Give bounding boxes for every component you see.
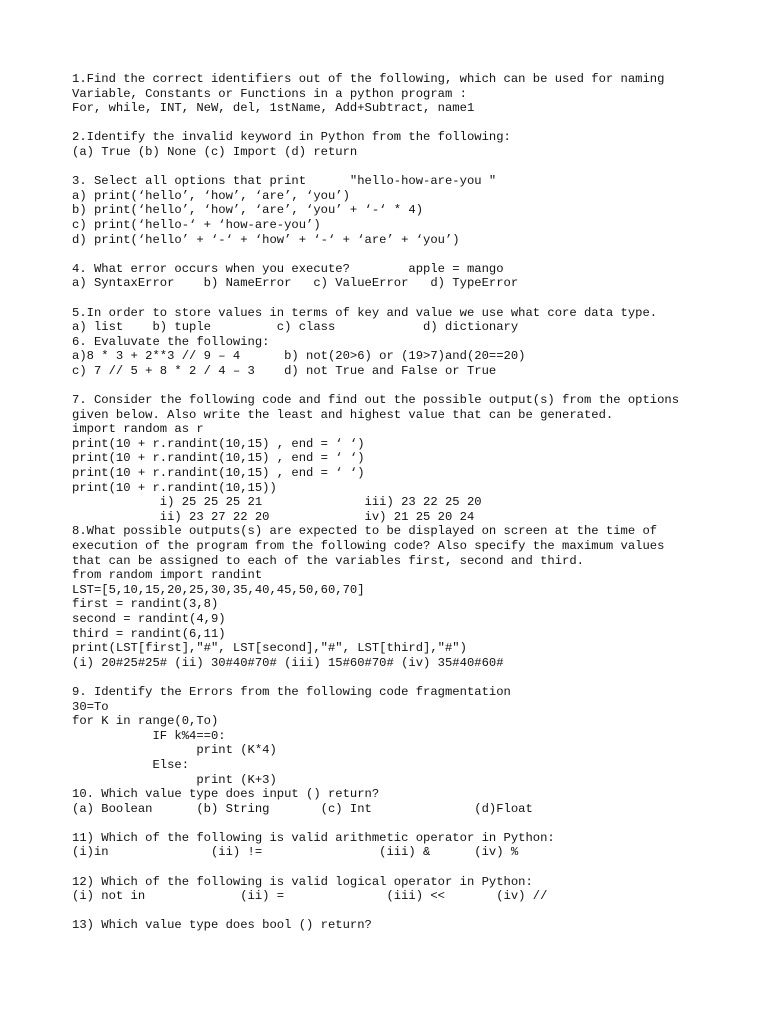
document-line: 30=To bbox=[72, 699, 109, 714]
document-line: print(LST[first],"#", LST[second],"#", LST[third],"#") bbox=[72, 641, 467, 656]
document-line bbox=[72, 160, 732, 175]
document-line: 7. Consider the following code and find out the possible output(s) from the options bbox=[72, 393, 680, 408]
document-line: 5.In order to store values in terms of key and value we use what core data type. bbox=[72, 305, 658, 320]
document-line: print(10 + r.randint(10,15) , end = ‘ ‘) bbox=[72, 436, 365, 451]
document-line bbox=[72, 904, 732, 919]
document-line: ii) 23 27 22 20 iv) 21 25 20 24 bbox=[72, 509, 475, 524]
document-line: (i) not in (ii) = (iii) << (iv) // bbox=[72, 889, 548, 904]
document-line: that can be assigned to each of the variables first, second and third. bbox=[72, 553, 584, 568]
document-line: Else: bbox=[72, 757, 190, 772]
document-line: print(10 + r.randint(10,15)) bbox=[72, 480, 277, 495]
document-line: 10. Which value type does input () return? bbox=[72, 787, 380, 802]
document-line: 8.What possible outputs(s) are expected to be displayed on screen at the time of bbox=[72, 524, 658, 539]
document-line: 3. Select all options that print "hello-how-are-you " bbox=[72, 174, 497, 189]
document-line: (i) 20#25#25# (ii) 30#40#70# (iii) 15#60#70# (iv) 35#40#60# bbox=[72, 655, 504, 670]
document-line bbox=[72, 816, 732, 831]
document-line bbox=[72, 860, 732, 875]
document-line: print(10 + r.randint(10,15) , end = ‘ ‘) bbox=[72, 466, 365, 481]
document-line: print (K+3) bbox=[72, 772, 277, 787]
document-line bbox=[72, 670, 732, 685]
document-line: IF k%4==0: bbox=[72, 728, 226, 743]
document-line: 6. Evaluvate the following: bbox=[72, 334, 270, 349]
document-line: c) print(‘hello-‘ + ‘how-are-you’) bbox=[72, 217, 321, 232]
document-line: 12) Which of the following is valid logical operator in Python: bbox=[72, 874, 533, 889]
document-line: 1.Find the correct identifiers out of the following, which can be used for naming bbox=[72, 72, 665, 86]
document-line: given below. Also write the least and highest value that can be generated. bbox=[72, 407, 614, 422]
document-line: 2.Identify the invalid keyword in Python from the following: bbox=[72, 130, 511, 145]
document-line: print(10 + r.randint(10,15) , end = ‘ ‘) bbox=[72, 451, 365, 466]
document-line: a) list b) tuple c) class d) dictionary bbox=[72, 320, 519, 335]
document-line: import random as r bbox=[72, 422, 204, 437]
document-line: b) print(‘hello’, ‘how’, ‘are’, ‘you’ + ‘-‘ * 4) bbox=[72, 203, 424, 218]
document-line: Variable, Constants or Functions in a python program : bbox=[72, 86, 467, 101]
document-line: 4. What error occurs when you execute? apple = mango bbox=[72, 261, 504, 276]
document-line bbox=[72, 247, 732, 262]
document-line: third = randint(6,11) bbox=[72, 626, 226, 641]
document-line bbox=[72, 116, 732, 131]
document-line: for K in range(0,To) bbox=[72, 714, 219, 729]
document-line bbox=[72, 378, 732, 393]
document-line: a) SyntaxError b) NameError c) ValueError d) TypeError bbox=[72, 276, 519, 291]
document-line: 13) Which value type does bool () return? bbox=[72, 918, 372, 933]
document-line: a) print(‘hello’, ‘how’, ‘are’, ‘you’) bbox=[72, 188, 350, 203]
document-line: second = randint(4,9) bbox=[72, 611, 226, 626]
document-line: (i)in (ii) != (iii) & (iv) % bbox=[72, 845, 519, 860]
document-line: c) 7 // 5 + 8 * 2 / 4 – 3 d) not True and False or True bbox=[72, 363, 497, 378]
document-line bbox=[72, 291, 732, 306]
document-line: (a) True (b) None (c) Import (d) return bbox=[72, 144, 358, 159]
document-line: from random import randint bbox=[72, 568, 263, 583]
document-line: first = randint(3,8) bbox=[72, 597, 219, 612]
document-line: 11) Which of the following is valid arithmetic operator in Python: bbox=[72, 830, 555, 845]
document-page bbox=[72, 72, 732, 1012]
document-line: (a) Boolean (b) String (c) Int (d)Float bbox=[72, 801, 533, 816]
document-line: i) 25 25 25 21 iii) 23 22 25 20 bbox=[72, 495, 482, 510]
document-line: a)8 * 3 + 2**3 // 9 – 4 b) not(20>6) or (19>7)and(20==20) bbox=[72, 349, 526, 364]
document-line: For, while, INT, NeW, del, 1stName, Add+Subtract, name1 bbox=[72, 101, 475, 116]
document-line: 9. Identify the Errors from the following code fragmentation bbox=[72, 684, 511, 699]
document-line: LST=[5,10,15,20,25,30,35,40,45,50,60,70] bbox=[72, 582, 365, 597]
document-line: execution of the program from the following code? Also specify the maximum values bbox=[72, 539, 665, 553]
document-line: print (K*4) bbox=[72, 743, 277, 758]
document-line: d) print(‘hello’ + ‘-‘ + ‘how’ + ‘-‘ + ‘are’ + ‘you’) bbox=[72, 232, 460, 247]
